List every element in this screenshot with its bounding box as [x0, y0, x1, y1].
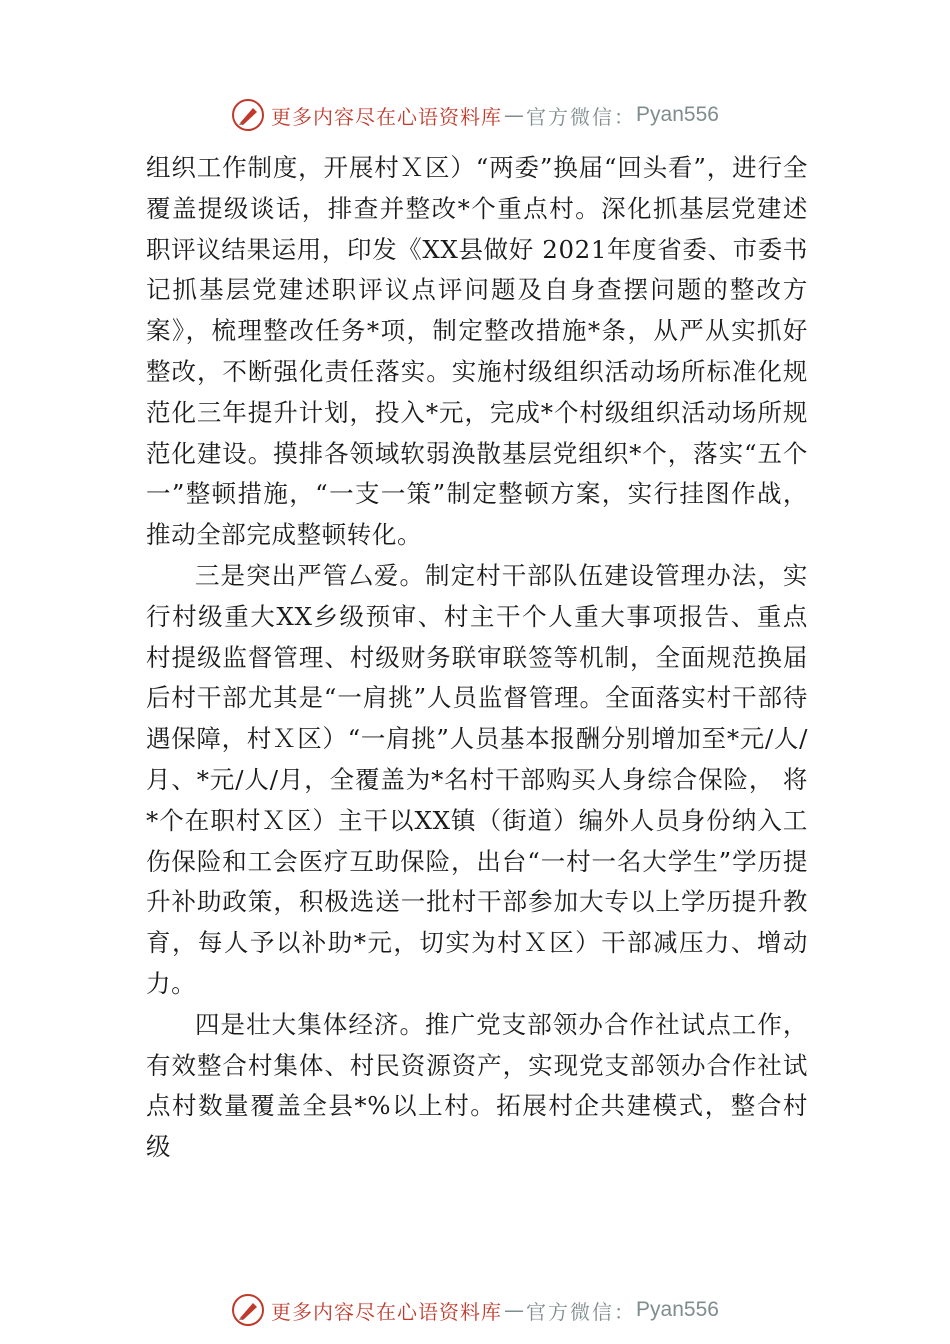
- footer-wechat-id: Pyan556: [636, 1298, 719, 1321]
- pen-nib-logo-icon: [231, 1293, 265, 1327]
- footer-separator: —: [504, 1298, 525, 1322]
- paragraph-strict-management: 三是突出严管厶爱。制定村干部队伍建设管理办法，实行村级重大XX乡级预审、村主干个人重大事项报告、重点村提级监督管理、村级财务联审联签等机制，全面规范换届后村干部尤其是“一肩挑”人员监督管理。全面落实村干部待遇保障，村Ｘ区）“一肩挑”人员基本报酬分别增加至*元/人/月、*元/人/月，全覆盖为*名村干部购买人身综合保险， 将*个在职村Ｘ区）主干以XX镇（街道）编外人员身份纳入工伤保险和工会医疗互助保险，出台“一村一名大学生”学历提升补助政策，积极选送一批村干部参加大专以上学历提升教育，每人予以补助*元，切实为村Ｘ区）干部减压力、增动力。: [146, 560, 808, 998]
- paragraph-continued: 组织工作制度，开展村Ｘ区）“两委”换届“回头看”，进行全覆盖提级谈话，排查并整改*个重点村。深化抓基层党建述职评议结果运用，印发《XX县做好 2021年度省委、市委书记抓基层党建述职评议点评问题及自身查摆问题的整改方案》，梳理整改任务*项，制定整改措施*条，从严从实抓好整改，不断强化责任落实。实施村级组织活动场所标准化规范化三年提升计划，投入*元，完成*个村级组织活动场所规范化建设。摸排各领域软弱涣散基层党组织*个，落实“五个一”整顿措施，“一支一策”制定整顿方案，实行挂图作战，推动全部完成整顿转化。: [146, 153, 808, 550]
- header-wechat-id: Pyan556: [636, 103, 719, 126]
- footer-site-text: 更多内容尽在心语资料库: [271, 1299, 503, 1324]
- footer-banner: [0, 1288, 950, 1332]
- footer-wechat-label: 官方微信：: [526, 1299, 637, 1324]
- pen-nib-logo-icon: [231, 98, 265, 132]
- header-separator: —: [504, 103, 525, 127]
- header-site-text: 更多内容尽在心语资料库: [271, 104, 503, 129]
- header-banner: [0, 93, 950, 137]
- paragraph-collective-economy: 四是壮大集体经济。推广党支部领办合作社试点工作，有效整合村集体、村民资源资产，实现党支部领办合作社试点村数量覆盖全县*%以上村。拓展村企共建模式，整合村级: [146, 1009, 808, 1162]
- header-wechat-label: 官方微信：: [526, 104, 637, 129]
- document-body: [146, 148, 808, 1168]
